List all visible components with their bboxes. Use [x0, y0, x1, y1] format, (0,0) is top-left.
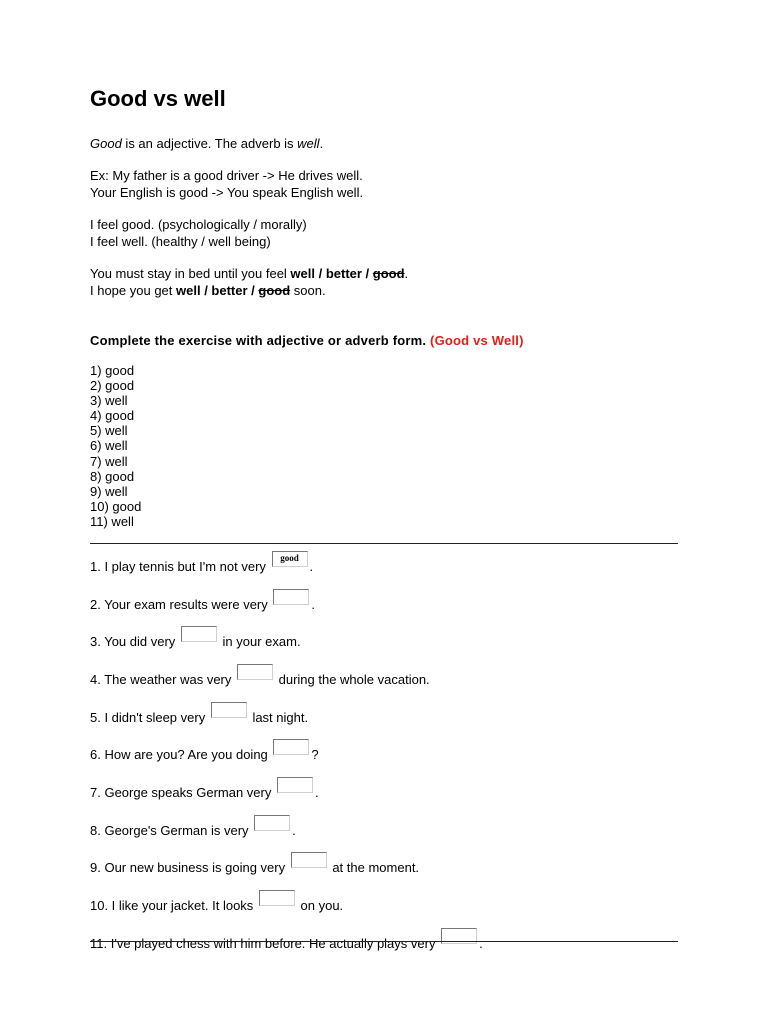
answer-item: 7) well — [90, 453, 128, 469]
question-1 — [90, 551, 313, 575]
question-text: 9. Our new business is going very — [90, 860, 289, 875]
question-10 — [90, 890, 343, 914]
question-text: 8. George's German is very — [90, 823, 253, 838]
answer-field-4[interactable] — [237, 664, 273, 680]
question-7 — [90, 777, 319, 801]
definition-text: is an adjective. The adverb is — [121, 136, 298, 151]
question-text: 1. I play tennis but I'm not very — [90, 559, 270, 574]
answer-field-6[interactable] — [273, 739, 309, 755]
answer-field-2[interactable] — [273, 589, 309, 605]
question-text: 5. I didn't sleep very — [90, 710, 209, 725]
question-end: . — [311, 597, 315, 612]
answer-item: 9) well — [90, 483, 128, 499]
question-end: . — [479, 936, 483, 951]
emphasis-well: well — [297, 136, 320, 151]
example-line-1: Ex: My father is a good driver -> He drives well. — [90, 168, 363, 183]
hope-strike: good — [258, 283, 291, 298]
answer-field-7[interactable] — [277, 777, 313, 793]
must-stay-line — [90, 266, 408, 282]
instruction-highlight: (Good vs Well) — [430, 333, 524, 348]
answer-item: 2) good — [90, 378, 135, 394]
must-stay-end: . — [404, 266, 409, 281]
hope-line — [90, 283, 326, 299]
feel-well-line: I feel well. (healthy / well being) — [90, 234, 271, 249]
answer-item: 6) well — [90, 438, 128, 454]
question-2 — [90, 589, 315, 613]
question-9 — [90, 852, 419, 876]
question-end: in your exam. — [218, 634, 301, 649]
exercise-instruction — [90, 333, 524, 349]
question-5 — [90, 702, 308, 726]
question-text: 10. I like your jacket. It looks — [90, 898, 257, 913]
answer-item: 8) good — [90, 468, 135, 484]
question-text: 11. I've played chess with him before. He actually plays very — [90, 936, 440, 951]
question-end: . — [314, 785, 319, 800]
page-title: Good vs well — [90, 86, 226, 111]
question-8 — [90, 815, 296, 839]
answer-key — [90, 363, 141, 529]
must-stay-strike: good — [372, 266, 405, 281]
feel-good-line: I feel good. (psychologically / morally) — [90, 217, 307, 232]
example-line-2: Your English is good -> You speak English well. — [90, 185, 364, 200]
answer-field-10[interactable] — [259, 890, 295, 906]
answer-field-5[interactable] — [211, 702, 247, 718]
question-text: 3. You did very — [90, 634, 179, 649]
question-11 — [90, 928, 483, 952]
hope-text: I hope you get — [90, 283, 177, 298]
must-stay-bold: well / better / — [290, 266, 373, 281]
hope-bold: well / better / — [176, 283, 259, 298]
question-end: . — [309, 559, 314, 574]
question-text: 2. Your exam results were very — [90, 597, 272, 612]
answer-item: 5) well — [90, 423, 128, 439]
answer-item: 1) good — [90, 363, 135, 378]
question-end: last night. — [248, 710, 309, 725]
question-text: 4. The weather was very — [90, 672, 235, 687]
must-stay-text: You must stay in bed until you feel — [90, 266, 291, 281]
hope-end: soon. — [290, 283, 326, 298]
question-end: during the whole vacation. — [275, 672, 430, 687]
question-end: on you. — [296, 898, 344, 913]
emphasis-good: Good — [90, 136, 122, 151]
question-6 — [90, 739, 319, 763]
answer-item: 3) well — [90, 393, 128, 409]
question-text: 7. George speaks German very — [90, 785, 275, 800]
top-divider — [90, 543, 678, 544]
answer-field-9[interactable] — [291, 852, 327, 868]
definition-end: . — [319, 136, 324, 151]
question-end: . — [292, 823, 296, 838]
answer-item: 4) good — [90, 408, 135, 424]
question-end: ? — [311, 747, 319, 762]
answer-field-3[interactable] — [181, 626, 217, 642]
question-end: at the moment. — [328, 860, 420, 875]
question-4 — [90, 664, 430, 688]
answer-field-8[interactable] — [254, 815, 290, 831]
question-3 — [90, 626, 301, 650]
instruction-text: Complete the exercise with adjective or adverb form. — [90, 333, 431, 348]
bottom-divider — [90, 941, 678, 942]
answer-field-1[interactable]: good — [272, 551, 308, 567]
intro-definition — [90, 136, 323, 152]
answer-item: 10) good — [90, 498, 142, 514]
question-text: 6. How are you? Are you doing — [90, 747, 272, 762]
answer-item: 11) well — [90, 513, 134, 529]
